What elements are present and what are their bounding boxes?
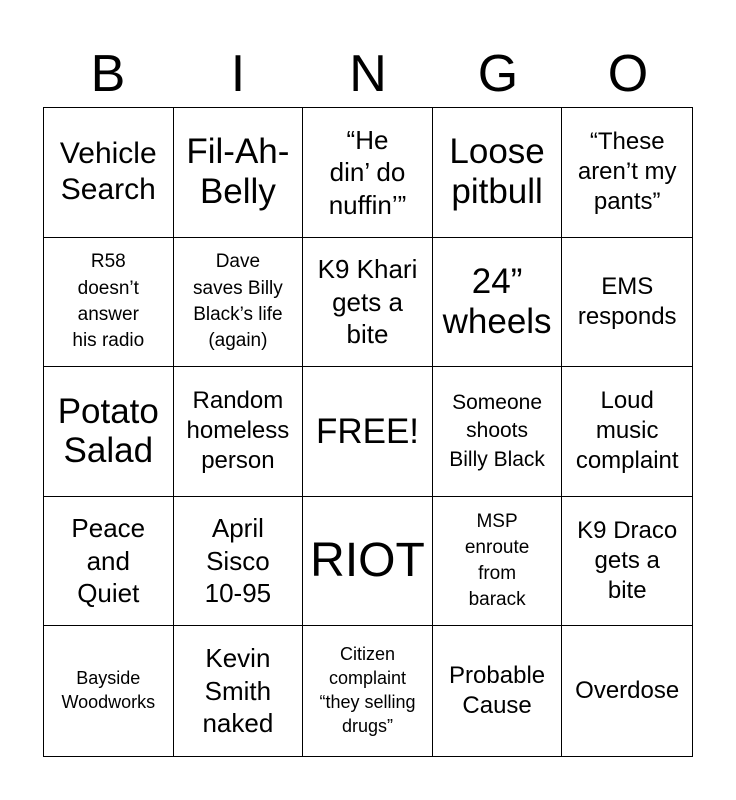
bingo-cell-text: MSP enroute from barack bbox=[464, 510, 530, 611]
bingo-cell-text: “These aren’t my pants” bbox=[577, 128, 677, 216]
bingo-cell-text: Someone shoots Billy Black bbox=[449, 390, 545, 471]
bingo-cell-text: Overdose bbox=[575, 677, 680, 705]
header-letter-o: O bbox=[607, 45, 649, 103]
bingo-cell[interactable] bbox=[562, 497, 692, 627]
bingo-header bbox=[43, 40, 693, 108]
bingo-cell-text: Citizen complaint “they selling drugs” bbox=[319, 644, 416, 737]
bingo-cell-text: RIOT bbox=[310, 534, 425, 588]
bingo-cell[interactable] bbox=[433, 367, 563, 497]
bingo-cell[interactable] bbox=[44, 367, 174, 497]
bingo-cell[interactable] bbox=[562, 108, 692, 238]
bingo-cell-text: Vehicle Search bbox=[59, 137, 157, 207]
bingo-cell[interactable] bbox=[562, 238, 692, 368]
bingo-cell-text: Bayside Woodworks bbox=[61, 668, 156, 713]
bingo-cell-text: April Sisco 10-95 bbox=[204, 513, 272, 609]
bingo-cell-text: R58 doesn’t answer his radio bbox=[72, 251, 145, 352]
bingo-cell[interactable] bbox=[303, 497, 433, 627]
bingo-cell[interactable] bbox=[433, 238, 563, 368]
bingo-cell[interactable] bbox=[303, 108, 433, 238]
bingo-cell-text: Random homeless person bbox=[186, 387, 290, 475]
bingo-cell[interactable] bbox=[174, 367, 304, 497]
bingo-cell[interactable] bbox=[44, 626, 174, 756]
bingo-cell-text: Loose pitbull bbox=[449, 132, 545, 212]
header-letter-b: B bbox=[90, 45, 126, 103]
bingo-cell-text: Fil-Ah- Belly bbox=[186, 132, 290, 212]
bingo-cell[interactable] bbox=[174, 238, 304, 368]
bingo-cell[interactable] bbox=[433, 108, 563, 238]
bingo-cell-text: Loud music complaint bbox=[575, 387, 679, 475]
bingo-cell-text: Peace and Quiet bbox=[71, 513, 146, 609]
bingo-cell-text: “He din’ do nuffin’” bbox=[328, 124, 407, 220]
bingo-cell[interactable] bbox=[562, 367, 692, 497]
bingo-cell-text: EMS responds bbox=[577, 272, 677, 330]
bingo-cell[interactable] bbox=[44, 108, 174, 238]
bingo-cell-text: Dave saves Billy Black’s life (again) bbox=[193, 251, 283, 352]
bingo-cell[interactable] bbox=[562, 626, 692, 756]
bingo-cell[interactable] bbox=[433, 497, 563, 627]
bingo-cell-text: Probable Cause bbox=[449, 662, 546, 720]
bingo-cell-text: FREE! bbox=[315, 411, 420, 451]
bingo-cell[interactable] bbox=[44, 238, 174, 368]
bingo-cell[interactable] bbox=[174, 497, 304, 627]
header-letter-i: I bbox=[230, 45, 246, 103]
bingo-board bbox=[43, 107, 693, 757]
header-letter-n: N bbox=[349, 45, 387, 103]
header-letter-g: G bbox=[477, 45, 519, 103]
bingo-cell[interactable] bbox=[303, 238, 433, 368]
bingo-cell-text: K9 Draco gets a bite bbox=[577, 517, 678, 605]
bingo-cell-text: Potato Salad bbox=[57, 391, 159, 471]
bingo-cell-text: 24” wheels bbox=[442, 262, 552, 341]
bingo-cell[interactable] bbox=[44, 497, 174, 627]
bingo-cell[interactable] bbox=[174, 108, 304, 238]
bingo-cell-text: K9 Khari gets a bite bbox=[317, 254, 418, 350]
bingo-cell[interactable] bbox=[433, 626, 563, 756]
bingo-cell[interactable] bbox=[174, 626, 304, 756]
bingo-cell[interactable] bbox=[303, 626, 433, 756]
bingo-cell-text: Kevin Smith naked bbox=[202, 643, 274, 739]
bingo-cell[interactable] bbox=[303, 367, 433, 497]
